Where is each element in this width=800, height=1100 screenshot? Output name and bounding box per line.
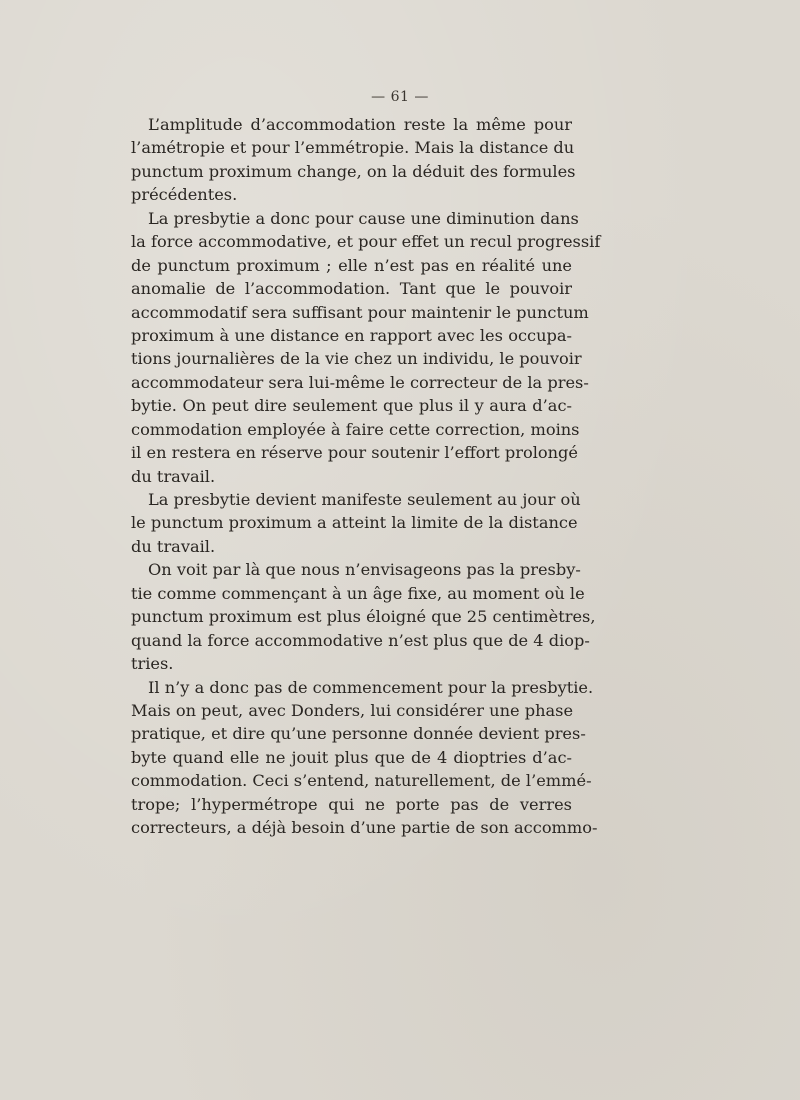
text-line: le punctum proximum a atteint la limite de la distance bbox=[131, 513, 578, 533]
text-line: Il n’y a donc pas de commencement pour la presbytie. bbox=[148, 677, 594, 697]
text-line: quand la force accommodative n’est plus que de 4 diop- bbox=[131, 630, 590, 650]
text-line: la force accommodative, et pour effet un recul progressif bbox=[131, 232, 601, 252]
text-line: correcteurs, a déjà besoin d’une partie de son accommo- bbox=[131, 818, 598, 838]
text-line: byte quand elle ne jouit plus que de 4 dioptries d’ac- bbox=[131, 747, 572, 767]
text-line: On voit par là que nous n’envisageons pas la presby- bbox=[148, 560, 581, 580]
text-line: accommodateur sera lui-même le correcteur de la pres- bbox=[131, 372, 589, 392]
body-text bbox=[131, 113, 601, 840]
text-line: accommodatif sera suffisant pour maintenir le punctum bbox=[131, 302, 589, 322]
text-line: du travail. bbox=[131, 466, 216, 486]
text-line: commodation. Ceci s’entend, naturellement, de l’emmé- bbox=[131, 771, 592, 791]
text-line: il en restera en réserve pour soutenir l’effort prolongé bbox=[131, 443, 578, 463]
text-line: proximum à une distance en rapport avec les occupa- bbox=[131, 325, 572, 345]
text-line: tie comme commençant à un âge fixe, au moment où le bbox=[131, 583, 585, 603]
text-line: La presbytie a donc pour cause une diminution dans bbox=[148, 208, 579, 228]
text-line: précédentes. bbox=[131, 185, 238, 205]
paragraph bbox=[131, 676, 598, 840]
text-line: commodation employée à faire cette correction, moins bbox=[131, 419, 580, 439]
text-line: punctum proximum est plus éloigné que 25 centimètres, bbox=[131, 607, 596, 627]
text-line: de punctum proximum ; elle n’est pas en réalité une bbox=[131, 255, 572, 275]
text-line: trope; l’hypermétrope qui ne porte pas de verres bbox=[131, 794, 572, 814]
paragraph bbox=[131, 113, 576, 207]
paragraph bbox=[131, 207, 601, 488]
text-line: l’amétropie et pour l’emmétropie. Mais la distance du bbox=[131, 138, 575, 158]
paragraph bbox=[131, 488, 581, 558]
text-line: L’amplitude d’accommodation reste la même pour bbox=[148, 115, 572, 134]
text-line: La presbytie devient manifeste seulement au jour où bbox=[148, 490, 581, 509]
paragraph bbox=[131, 558, 596, 675]
text-line: anomalie de l’accommodation. Tant que le pouvoir bbox=[131, 279, 572, 299]
text-line: pratique, et dire qu’une personne donnée devient pres- bbox=[131, 724, 586, 744]
page-number: — 61 — bbox=[371, 89, 429, 105]
text-line: tries. bbox=[131, 654, 174, 674]
text-line: bytie. On peut dire seulement que plus il y aura d’ac- bbox=[131, 396, 572, 416]
text-line: tions journalières de la vie chez un individu, le pouvoir bbox=[131, 349, 582, 369]
text-line: Mais on peut, avec Donders, lui considérer une phase bbox=[131, 700, 574, 720]
text-line: du travail. bbox=[131, 536, 216, 556]
text-line: punctum proximum change, on la déduit des formules bbox=[131, 161, 576, 181]
